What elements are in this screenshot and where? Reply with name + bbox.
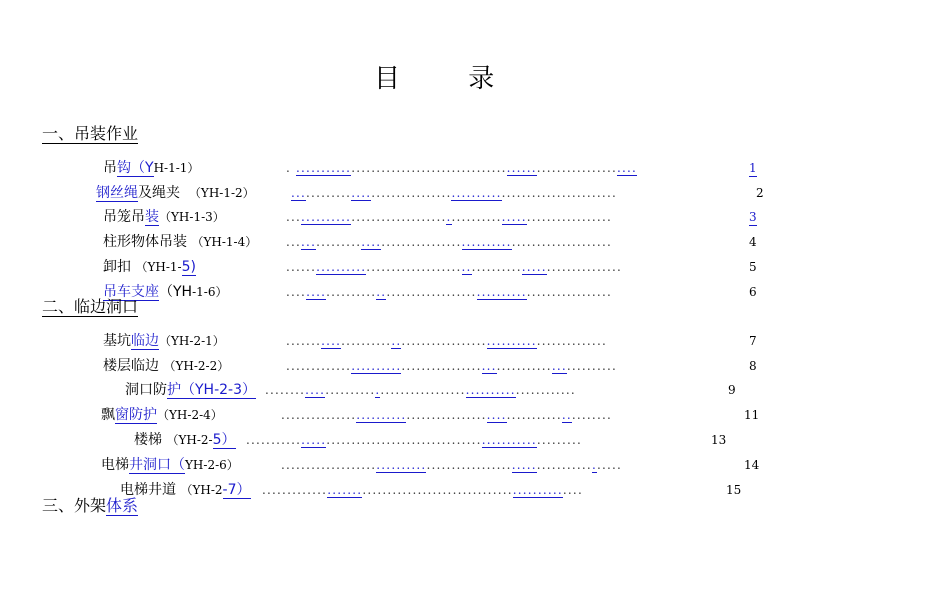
leader-dots: ................................................................... (246, 433, 583, 447)
toc-entry-stairs[interactable]: 楼梯 （YH-2-5） (134, 432, 236, 448)
toc-entry-elevator-shaft[interactable]: 电梯井道 （YH-2-7） (120, 482, 251, 498)
leader-dots: .............................................................. (265, 383, 576, 397)
toc-link[interactable]: -7） (222, 482, 251, 498)
toc-entry-shackle[interactable]: 卸扣 （YH-1-5) (103, 259, 196, 275)
section-heading-edges-openings: 二、临边洞口 (42, 297, 139, 316)
leader-dots: ................................................................. (286, 285, 612, 299)
page-number: 2 (756, 186, 764, 200)
leader-dots: ................................................................. (286, 235, 612, 249)
page-number: 6 (749, 285, 757, 299)
page-number: 14 (744, 458, 760, 472)
toc-link[interactable]: 5) (181, 259, 196, 275)
toc-link[interactable]: 钩（Y (117, 160, 154, 176)
page-number: 11 (744, 408, 760, 422)
page-number: 4 (749, 235, 757, 249)
toc-link[interactable]: 体系 (106, 496, 139, 515)
page-number: 5 (749, 260, 757, 274)
toc-link[interactable]: 吊车支座 (103, 284, 159, 300)
toc-link[interactable]: 护（YH-2-3） (167, 382, 256, 398)
toc-link[interactable]: 钢丝绳 (96, 185, 138, 201)
toc-entry-pit-edge[interactable]: 基坑临边（YH-2-1） (103, 333, 225, 349)
page-number: 15 (726, 483, 742, 497)
page-number: 9 (728, 383, 736, 397)
leader-dots: ................................................................. (286, 210, 612, 224)
toc-link[interactable]: 装 (145, 209, 159, 225)
leader-dots: . .................................................................... (286, 161, 638, 175)
toc-entry-cage-lifting[interactable]: 吊笼吊装（YH-1-3） (103, 209, 225, 225)
toc-entry-elevator-shaft-opening[interactable]: 电梯井洞口（YH-2-6） (101, 457, 239, 473)
toc-entry-wire-rope[interactable]: 钢丝绳及绳夹 （YH-1-2） (96, 185, 255, 201)
leader-dots: ................................................................ (286, 334, 607, 348)
page-number[interactable]: 1 (749, 161, 757, 175)
leader-dots: ................................................................. (291, 186, 617, 200)
section-heading-external-scaffold: 三、外架体系 (42, 496, 139, 515)
leader-dots: .................................................................... (281, 458, 623, 472)
toc-entry-opening-protection[interactable]: 洞口防护（YH-2-3） (125, 382, 256, 398)
toc-link[interactable]: 临边 (131, 333, 159, 349)
leader-dots: .................................................................. (281, 408, 612, 422)
toc-link[interactable]: 井洞口（ (129, 457, 185, 473)
toc-entry-hook[interactable]: 吊钩（YH-1-1） (103, 160, 200, 176)
page-number[interactable]: 3 (749, 210, 757, 224)
toc-entry-column-lifting[interactable]: 柱形物体吊装 （YH-1-4） (103, 234, 258, 250)
page-number: 8 (749, 359, 757, 373)
toc-link[interactable]: 窗防护 (115, 407, 157, 423)
page-number: 13 (711, 433, 727, 447)
leader-dots: .................................................................. (286, 359, 618, 373)
leader-dots: ................................................................... (286, 260, 623, 274)
toc-entry-floor-edge[interactable]: 楼层临边 （YH-2-2） (103, 358, 230, 374)
section-heading-lifting: 一、吊装作业 (42, 124, 139, 143)
toc-entry-bay-window-protection[interactable]: 飘窗防护（YH-2-4） (101, 407, 223, 423)
leader-dots: ................................................................ (262, 483, 583, 497)
toc-link[interactable]: 5） (212, 432, 236, 448)
page-number: 7 (749, 334, 757, 348)
toc-title: 目 录 (374, 64, 525, 94)
toc-entry-crane-support[interactable]: 吊车支座（YH-1-6） (103, 284, 228, 300)
